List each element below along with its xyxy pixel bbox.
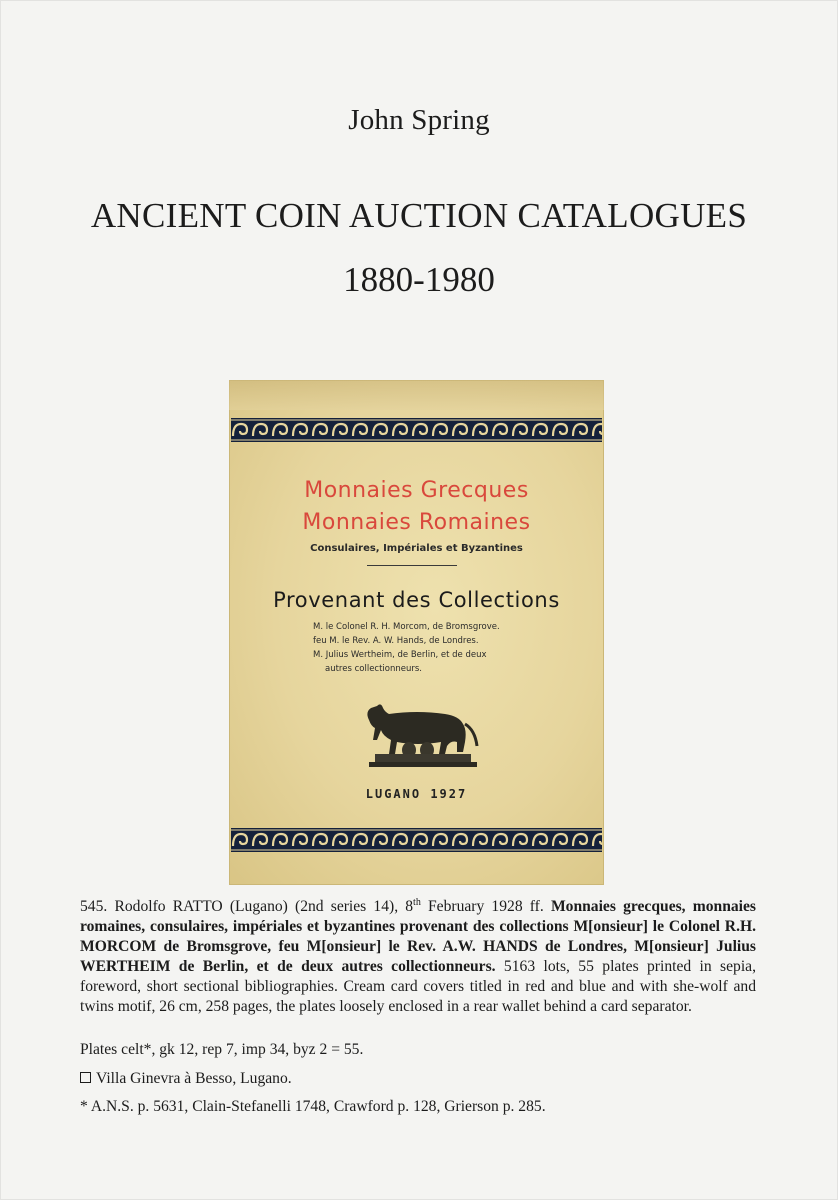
entry-description: 5163 lots, 55 plates printed in sepia, foreword, short sectional bibliographies. Cream card covers titled in red and blue and with she-wolf and twins motif, 26 cm, 258 pages, the plates loosely enclosed in a rear wallet behind a card separator. xyxy=(80,958,757,1015)
cover-place-date: LUGANO 1927 xyxy=(365,787,468,801)
cover-shading xyxy=(229,380,604,410)
book-years: 1880-1980 xyxy=(343,260,495,299)
references-note: * A.N.S. p. 5631, Clain-Stefanelli 1748, Crawford p. 128, Grierson p. 285. xyxy=(80,1098,546,1115)
entry-date: February 1928 ff. xyxy=(420,898,551,915)
ornamental-band-bottom xyxy=(231,828,602,852)
cover-divider xyxy=(367,565,457,566)
catalogue-cover-image xyxy=(229,380,604,885)
entry-heading: 545. Rodolfo RATTO (Lugano) (2nd series 14), 8 xyxy=(80,898,414,915)
cover-name-line: M. Julius Wertheim, de Berlin, et de deux xyxy=(313,650,487,660)
cover-collector-names xyxy=(313,620,593,676)
cover-name-line: feu M. le Rev. A. W. Hands, de Londres. xyxy=(313,636,479,646)
cover-provenance-heading: Provenant des Collections xyxy=(273,588,560,612)
catalogue-entry xyxy=(80,897,756,1017)
cover-name-line: M. le Colonel R. H. Morcom, de Bromsgrove. xyxy=(313,622,500,632)
she-wolf-icon xyxy=(347,690,487,770)
villa-text: Villa Ginevra à Besso, Lugano. xyxy=(96,1070,292,1087)
cover-title-line1: Monnaies Grecques xyxy=(304,478,529,503)
entry-day-suffix: th xyxy=(413,896,421,908)
square-icon xyxy=(80,1072,91,1083)
cover-name-line: autres collectionneurs. xyxy=(325,664,423,674)
cover-title-line2: Monnaies Romaines xyxy=(302,510,531,535)
plates-summary: Plates celt*, gk 12, rep 7, imp 34, byz 2 = 55. xyxy=(80,1041,364,1058)
ornamental-band-top xyxy=(231,418,602,442)
author-name: John Spring xyxy=(348,104,490,136)
cover-subtitle: Consulaires, Impériales et Byzantines xyxy=(310,543,523,554)
book-title: ANCIENT COIN AUCTION CATALOGUES xyxy=(90,196,748,235)
villa-note xyxy=(80,1069,756,1089)
entry-bold-title: Monnaies grecques, monnaies romaines, consulaires, impériales et byzantines provenant des collections M[onsieur] le Colonel R.H. MORCOM de Bromsgrove, feu M[onsieur] le Rev. A.W. HANDS de Londres, M[onsieur] Julius WERTHEIM de Berlin, et de deux autres collectionneurs. xyxy=(80,898,756,975)
